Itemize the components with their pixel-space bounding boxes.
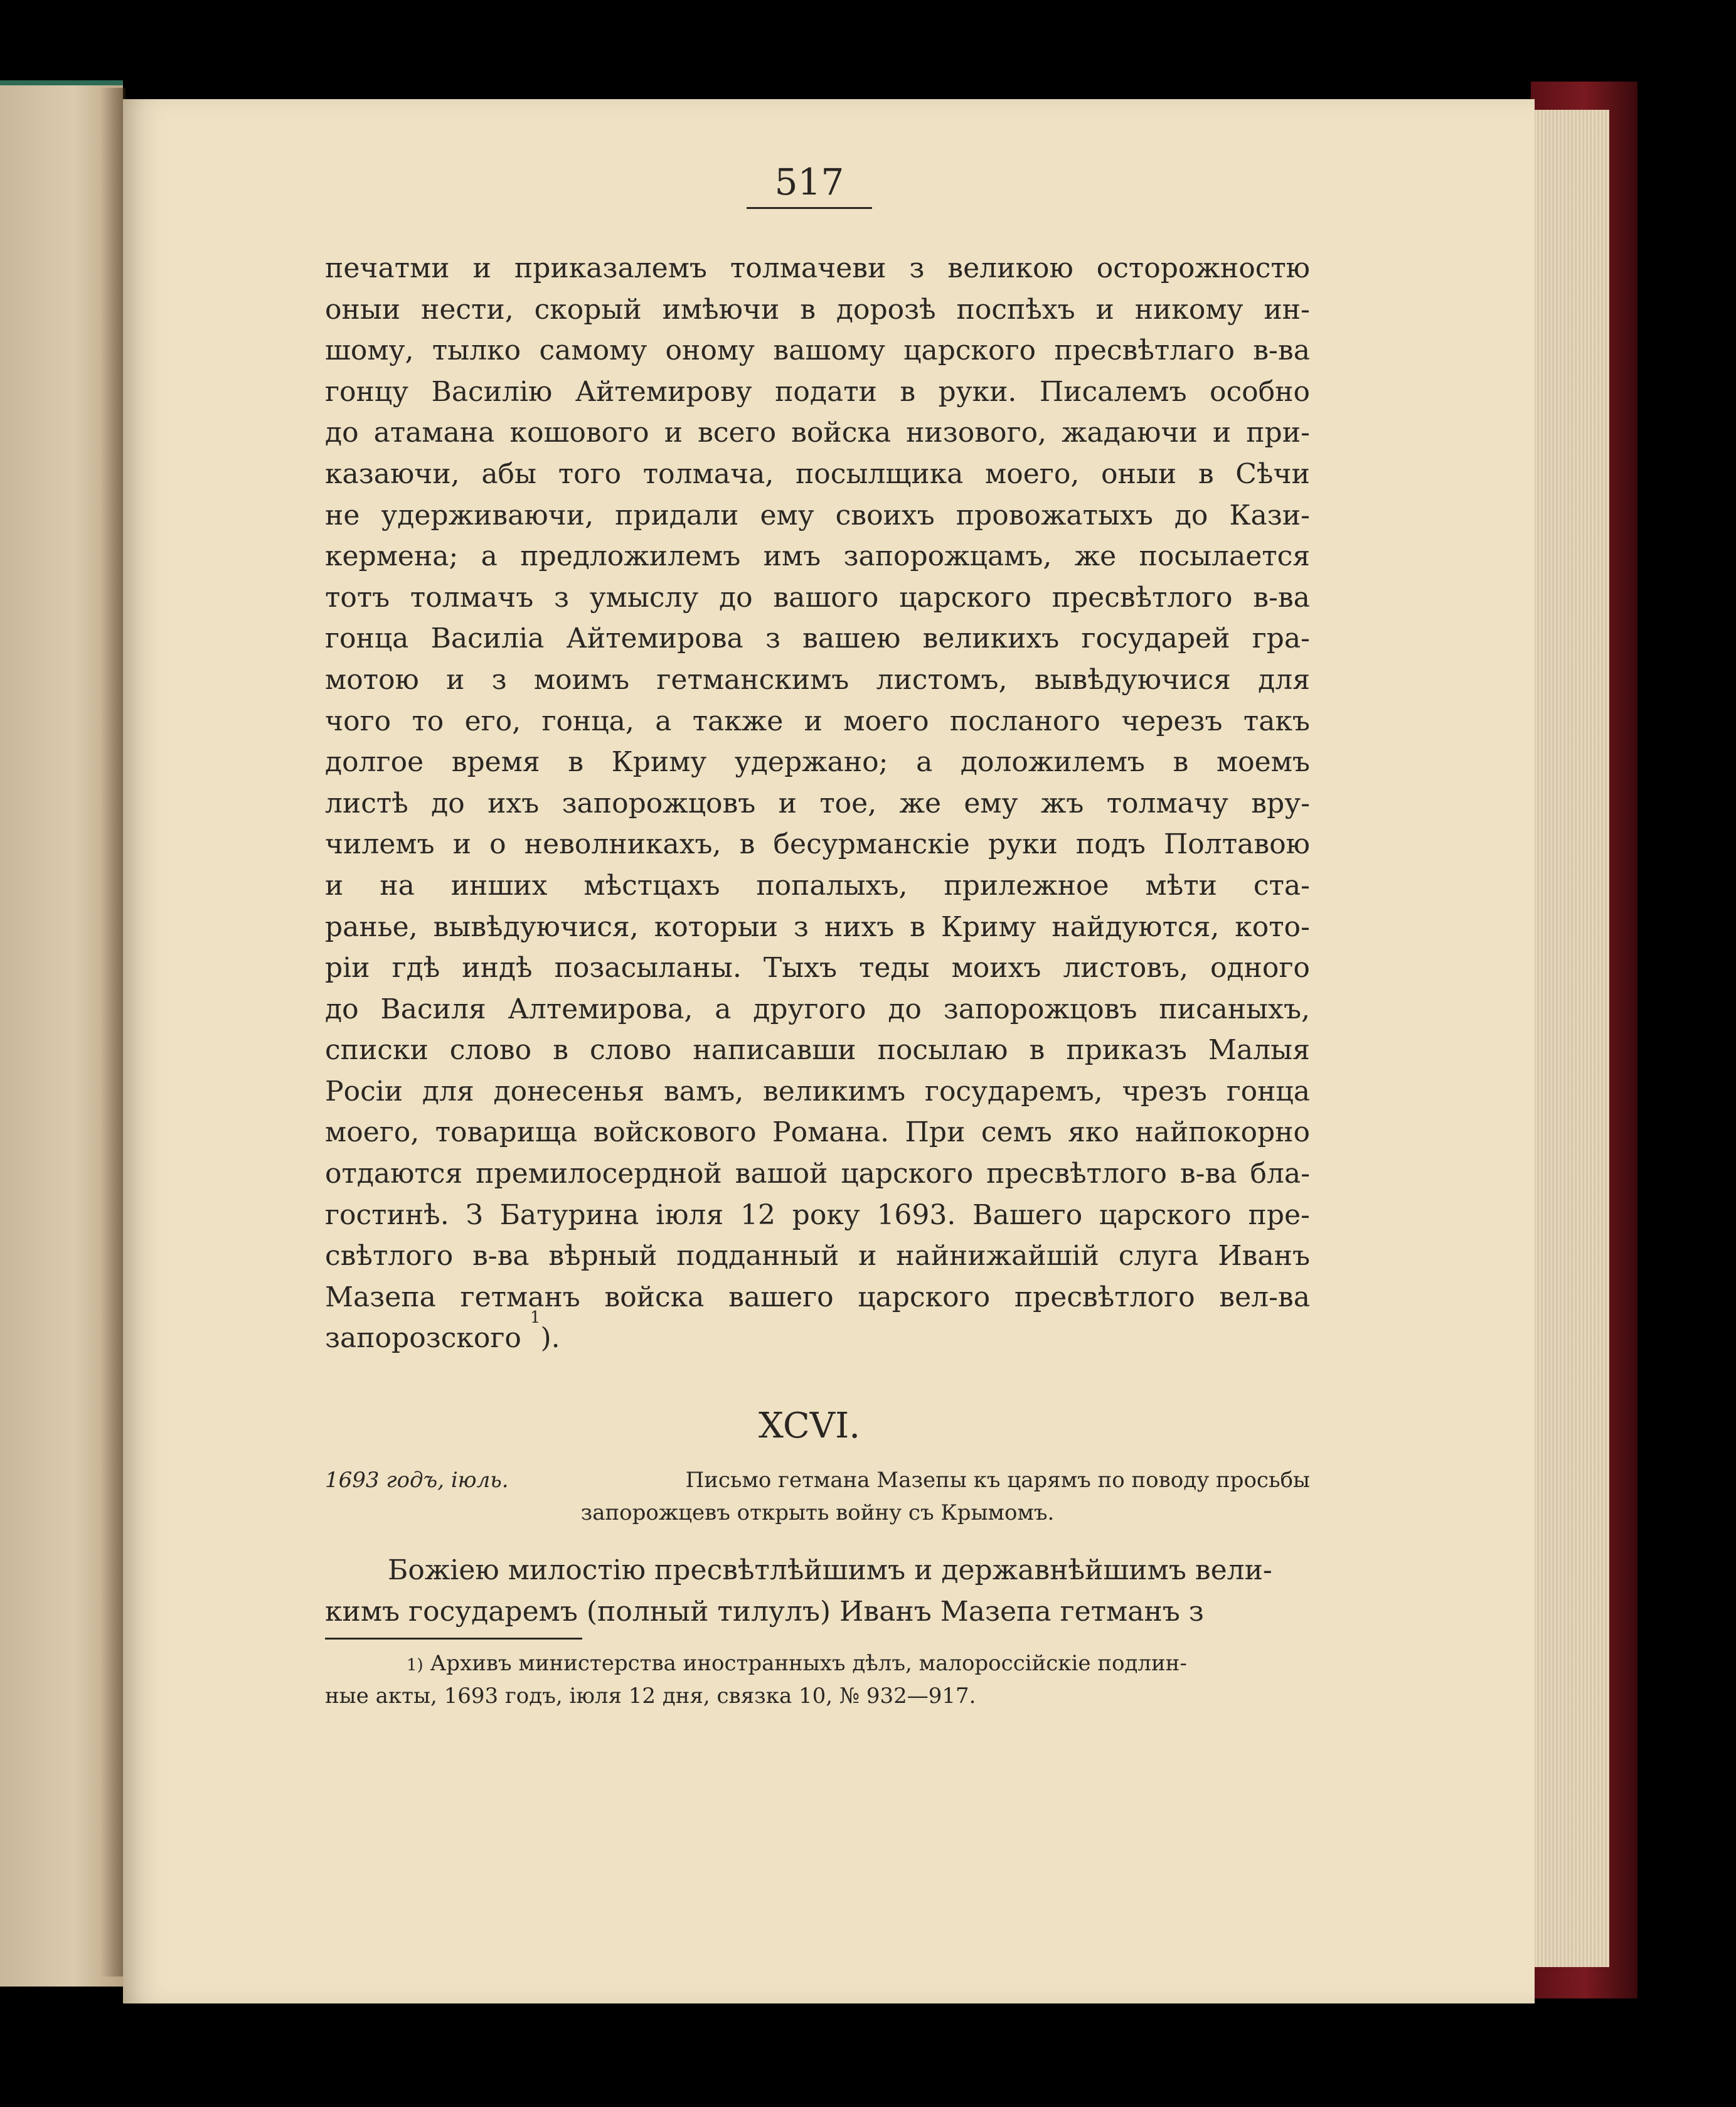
body-line [325, 618, 1310, 659]
body-word: также [692, 705, 784, 737]
body-word: чого [325, 705, 391, 737]
body-line [325, 1277, 1310, 1318]
footnote-reference: 1 [530, 1308, 541, 1328]
page-number-rule [747, 207, 872, 209]
footnote-line-2: ные акты, 1693 годъ, іюля 12 дня, связка 10, № 932—917. [325, 1683, 976, 1709]
body-word: вашого [773, 581, 879, 614]
body-word: особно [1210, 375, 1310, 408]
body-word: которыи [654, 910, 779, 943]
body-word: ихъ [487, 787, 540, 819]
body-word: слуга [1118, 1240, 1199, 1272]
body-word: а [655, 705, 672, 737]
body-word: гонца [325, 622, 409, 655]
body-word: Полтавою [1163, 828, 1310, 861]
body-word: Росіи [325, 1075, 403, 1107]
body-word: оному [665, 334, 755, 367]
body-word: подданный [676, 1240, 839, 1272]
body-line [325, 1030, 1310, 1071]
body-word: государей [1081, 622, 1230, 655]
body-word: войскового [593, 1116, 757, 1149]
body-word: Иванъ [1218, 1240, 1310, 1272]
body-word: государемъ, [924, 1075, 1103, 1107]
body-word: при- [1246, 417, 1310, 449]
heading-title-line-1: Письмо гетмана Мазепы къ царямъ по поводу просьбы [685, 1468, 1310, 1493]
body-word: прилежное [944, 869, 1109, 902]
body-word: и [778, 787, 797, 819]
body-word: з [553, 581, 569, 614]
body-word: чилемъ [325, 828, 435, 861]
body-word: в [1173, 746, 1189, 779]
body-word: и [858, 1240, 877, 1272]
body-word: скорый [534, 293, 642, 326]
body-word: Писалемъ [1039, 375, 1187, 408]
footnote-line-1: Архивъ министерства иностранныхъ дѣлъ, малороссійскіе подлин- [430, 1651, 1187, 1676]
body-word: премилосердной [476, 1158, 722, 1190]
body-word: моихъ [951, 952, 1041, 984]
body-word: найнижайшій [896, 1240, 1100, 1272]
body-line [325, 371, 1310, 413]
body-word: дорозѣ [836, 293, 936, 326]
body-word: 12 [740, 1198, 775, 1231]
body-line [325, 865, 1310, 907]
body-word: царского [858, 1281, 991, 1313]
body-word: семъ [981, 1116, 1052, 1149]
body-word: пресвѣтлаго [1054, 334, 1235, 367]
body-word: время [451, 746, 540, 779]
body-word: предложилемъ [520, 540, 741, 573]
body-word: подати [775, 375, 877, 408]
body-word: абы [481, 457, 537, 490]
body-word: всего [698, 417, 777, 449]
body-line [325, 659, 1310, 701]
body-line [325, 824, 1310, 865]
body-word: в [1029, 1034, 1045, 1067]
body-word: гетманскимъ [656, 663, 849, 696]
body-word: кермена; [325, 540, 459, 573]
body-word: одного [1210, 952, 1310, 984]
body-word: вывѣдуючися, [433, 910, 639, 943]
body-word: царского [841, 1158, 974, 1190]
body-word: подъ [1075, 828, 1146, 861]
body-word: великихъ [922, 622, 1060, 655]
body-word: моего [843, 705, 929, 737]
body-word: Батурина [499, 1198, 639, 1231]
body-word: Криму [940, 910, 1036, 943]
body-word: При [905, 1116, 966, 1149]
body-word: казаючи, [325, 457, 460, 490]
body-word: придали [615, 499, 739, 531]
body-word: вел-ва [1219, 1281, 1310, 1313]
body-line [325, 248, 1310, 289]
body-word: ріи [325, 952, 370, 984]
body-word: в-ва [1253, 581, 1310, 614]
body-word: и [1095, 293, 1114, 326]
body-word: неволникахъ, [524, 828, 722, 861]
body-line [325, 330, 1310, 371]
body-word: и [446, 663, 465, 696]
body-word: ста- [1253, 869, 1310, 902]
body-word: царского [899, 581, 1031, 614]
body-word: черезъ [1121, 705, 1223, 737]
body-word: то [412, 705, 444, 737]
body-word: о [489, 828, 506, 861]
body-line [325, 289, 1310, 331]
body-word: и [1212, 417, 1232, 449]
page-number: 517 [774, 161, 844, 203]
body-word: никому [1134, 293, 1243, 326]
body-word: листовъ, [1063, 952, 1188, 984]
body-word: царского [903, 334, 1036, 367]
body-word: тотъ [325, 581, 390, 614]
body-word: Вашего [972, 1198, 1083, 1231]
body-word: отдаются [325, 1158, 463, 1190]
body-word: же [1074, 540, 1117, 573]
body-word: вру- [1251, 787, 1310, 819]
body-word: Василіа [430, 622, 545, 655]
body-word: имѣючи [662, 293, 780, 326]
body-word: в-ва [472, 1240, 530, 1272]
body-word: в-ва [1253, 334, 1310, 367]
body-word: руки. [938, 375, 1017, 408]
body-word: в [900, 375, 916, 408]
body-word: поспѣхъ [956, 293, 1075, 326]
body-word: вамъ, [663, 1075, 744, 1107]
body-word: пресвѣтлого [986, 1158, 1167, 1190]
body-word: руки [988, 828, 1058, 861]
body-word: моего, [325, 1116, 420, 1149]
section-number: XCVI. [758, 1406, 861, 1446]
body-word: а [916, 746, 933, 779]
heading-date: 1693 годъ, іюль. [325, 1468, 509, 1493]
body-word: не [325, 499, 360, 531]
body-word: а [715, 993, 732, 1025]
body-word: списки [325, 1034, 429, 1067]
body-word: приказалемъ [514, 252, 707, 284]
body-word: запорожцамъ, [843, 540, 1052, 573]
body-line [325, 412, 1310, 454]
body-word: гонца, [541, 705, 634, 737]
page-edges [1521, 110, 1609, 1967]
body-word: имъ [763, 540, 821, 573]
body-word: 1693. [876, 1198, 956, 1231]
body-word: листѣ [325, 787, 408, 819]
body-word: яко [1068, 1116, 1119, 1149]
body-word: осторожностю [1096, 252, 1310, 284]
body-word: тое, [819, 787, 877, 819]
body-line [325, 536, 1310, 577]
body-word: запорожцовъ [562, 787, 756, 819]
body-word: моимъ [533, 663, 630, 696]
body-word: провожатыхъ [956, 499, 1153, 531]
body-word: удержано; [734, 746, 888, 779]
body-word: мѣстцахъ [583, 869, 720, 902]
body-word: Айтемирову [575, 375, 752, 408]
body-word: іюля [656, 1198, 724, 1231]
body-line [325, 947, 1310, 989]
body-word: жадаючи [1062, 417, 1198, 449]
body-word: войска [604, 1281, 705, 1313]
body-line [325, 783, 1310, 824]
body-word: жъ [1040, 787, 1084, 819]
body-word: моемъ [1216, 746, 1310, 779]
body-word: вашому [773, 334, 885, 367]
body-word: в-ва [1180, 1158, 1237, 1190]
book-gutter [100, 88, 125, 1976]
body-last-text: запорозского [325, 1322, 521, 1355]
body-line [325, 577, 1310, 619]
body-word: самому [539, 334, 647, 367]
body-word: з [793, 910, 809, 943]
body-line [325, 1112, 1310, 1153]
body-word: листомъ, [876, 663, 1008, 696]
body-word: Василію [431, 375, 553, 408]
body-word: Василя [380, 993, 486, 1025]
body-line [325, 742, 1310, 783]
body-word: низового, [906, 417, 1047, 449]
body-line [325, 989, 1310, 1030]
opening-line-1: Божіею милостію пресвѣтлѣйшимъ и державнѣйшимъ вели- [388, 1554, 1272, 1586]
body-word: Мазепа [325, 1281, 436, 1313]
body-word: Малыя [1208, 1034, 1310, 1067]
body-word: посылаю [877, 1034, 1008, 1067]
body-word: до [325, 993, 359, 1025]
body-word: вашею [802, 622, 901, 655]
body-word: ин- [1264, 293, 1310, 326]
body-word: найдуются, [1052, 910, 1220, 943]
body-word: товарища [435, 1116, 578, 1149]
body-word: Алтемирова, [508, 993, 693, 1025]
body-word: з [765, 622, 780, 655]
body-word: же [899, 787, 942, 819]
body-word: до [431, 787, 465, 819]
body-word: удерживаючи, [381, 499, 594, 531]
body-word: войска [791, 417, 892, 449]
body-word: посылается [1139, 540, 1310, 573]
body-word: посланого [949, 705, 1100, 737]
body-word: мѣти [1145, 869, 1217, 902]
body-word: гра- [1252, 622, 1310, 655]
body-word: нихъ [824, 910, 895, 943]
body-word: долгое [325, 746, 424, 779]
body-word: такъ [1243, 705, 1310, 737]
body-word: атамана [373, 417, 495, 449]
body-word: приказъ [1066, 1034, 1187, 1067]
body-word: в [553, 1034, 568, 1067]
body-word: Сѣчи [1235, 457, 1310, 490]
body-word: Криму [611, 746, 707, 779]
body-word: чрезъ [1122, 1075, 1207, 1107]
body-word: того [558, 457, 622, 490]
heading-title-line-2: запорожцевъ открыть войну съ Крымомъ. [580, 1500, 1055, 1525]
body-word: ранье, [325, 910, 418, 943]
body-line-last [325, 1308, 1310, 1359]
opening-line-2: кимъ государемъ (полный тилулъ) Иванъ Мазепа гетманъ з [325, 1596, 1204, 1628]
body-word: вашой [735, 1158, 828, 1190]
body-word: умыслу [589, 581, 699, 614]
body-word: печатми [325, 252, 450, 284]
body-line [325, 701, 1310, 742]
body-word: а [481, 540, 498, 573]
body-word: нести, [421, 293, 514, 326]
body-word: до [719, 581, 753, 614]
body-word: моего, [985, 457, 1080, 490]
body-word: бла- [1250, 1158, 1310, 1190]
body-line [325, 1153, 1310, 1195]
body-word: другого [753, 993, 866, 1025]
body-word: и [472, 252, 491, 284]
body-word: гетманъ [460, 1281, 580, 1313]
body-word: для [1258, 663, 1310, 696]
body-word: пресвѣтлого [1014, 1281, 1195, 1313]
body-word: толмачеви [730, 252, 887, 284]
body-text [325, 248, 1310, 1359]
body-line [325, 1071, 1310, 1112]
body-word: в [568, 746, 584, 779]
body-word: писаныхъ, [1159, 993, 1310, 1025]
body-word: в [1198, 457, 1214, 490]
body-word: донесенья [493, 1075, 645, 1107]
body-word: слово [590, 1034, 672, 1067]
body-word: гонцу [325, 375, 409, 408]
body-word: до [1174, 499, 1208, 531]
body-word: Кази- [1229, 499, 1310, 531]
body-word: запорожцовъ [943, 993, 1137, 1025]
body-word: его, [464, 705, 521, 737]
body-word: ему [760, 499, 814, 531]
body-word: и [804, 705, 823, 737]
body-word: гостинѣ. [325, 1198, 449, 1231]
body-word: великою [947, 252, 1073, 284]
body-word: в [800, 293, 816, 326]
body-word: ему [964, 787, 1018, 819]
body-word: до [325, 417, 359, 449]
body-word: позасыланы. [554, 952, 742, 984]
footnote [325, 1647, 1310, 1712]
body-word: в [910, 910, 925, 943]
body-word: и [325, 869, 344, 902]
body-word: кото- [1235, 910, 1310, 943]
body-word: написавши [693, 1034, 856, 1067]
body-line [325, 907, 1310, 948]
body-line [325, 1195, 1310, 1236]
body-word: вѣрный [548, 1240, 658, 1272]
footnote-mark: 1) [407, 1656, 423, 1675]
body-word: найпокорно [1135, 1116, 1310, 1149]
body-word: вашего [728, 1281, 834, 1313]
body-word: попалыхъ, [756, 869, 908, 902]
body-word: до [888, 993, 922, 1025]
body-word: слово [449, 1034, 532, 1067]
body-word: толмачу [1106, 787, 1228, 819]
body-word: з [909, 252, 925, 284]
body-word: своихъ [835, 499, 935, 531]
body-word: бесурманскіе [773, 828, 970, 861]
body-word: царского [1099, 1198, 1232, 1231]
body-line [325, 1235, 1310, 1277]
body-word: великимъ [762, 1075, 906, 1107]
body-word: для [422, 1075, 474, 1107]
body-last-tail: ). [540, 1322, 560, 1355]
body-word: пре- [1248, 1198, 1310, 1231]
body-word: оныи [325, 293, 401, 326]
body-word: тылко [432, 334, 521, 367]
body-word: З [466, 1198, 483, 1231]
body-word: Айтемирова [566, 622, 743, 655]
body-word: индѣ [462, 952, 533, 984]
body-line [325, 454, 1310, 495]
body-word: и [452, 828, 472, 861]
body-word: оныи [1101, 457, 1177, 490]
body-word: пресвѣтлого [1052, 581, 1233, 614]
body-word: на [380, 869, 415, 902]
body-word: вывѣдуючися [1034, 663, 1231, 696]
body-word: кошового [509, 417, 649, 449]
body-word: доложилемъ [960, 746, 1145, 779]
body-word: з [491, 663, 507, 696]
body-word: толмачъ [410, 581, 534, 614]
body-word: теды [859, 952, 930, 984]
body-word: Тыхъ [763, 952, 838, 984]
body-word: року [792, 1198, 860, 1231]
body-word: толмача, [642, 457, 774, 490]
footnote-rule [325, 1638, 582, 1640]
body-word: и [664, 417, 683, 449]
document-heading [325, 1464, 1310, 1529]
body-word: мотою [325, 663, 419, 696]
body-word: инших [450, 869, 548, 902]
body-word: гонца [1226, 1075, 1310, 1107]
body-word: посылщика [795, 457, 964, 490]
body-line [325, 495, 1310, 536]
body-word: Романа. [772, 1116, 890, 1149]
body-word: шому, [325, 334, 414, 367]
body-word: гдѣ [391, 952, 440, 984]
opening-text [325, 1550, 1310, 1633]
body-word: свѣтлого [325, 1240, 454, 1272]
body-word: в [739, 828, 755, 861]
